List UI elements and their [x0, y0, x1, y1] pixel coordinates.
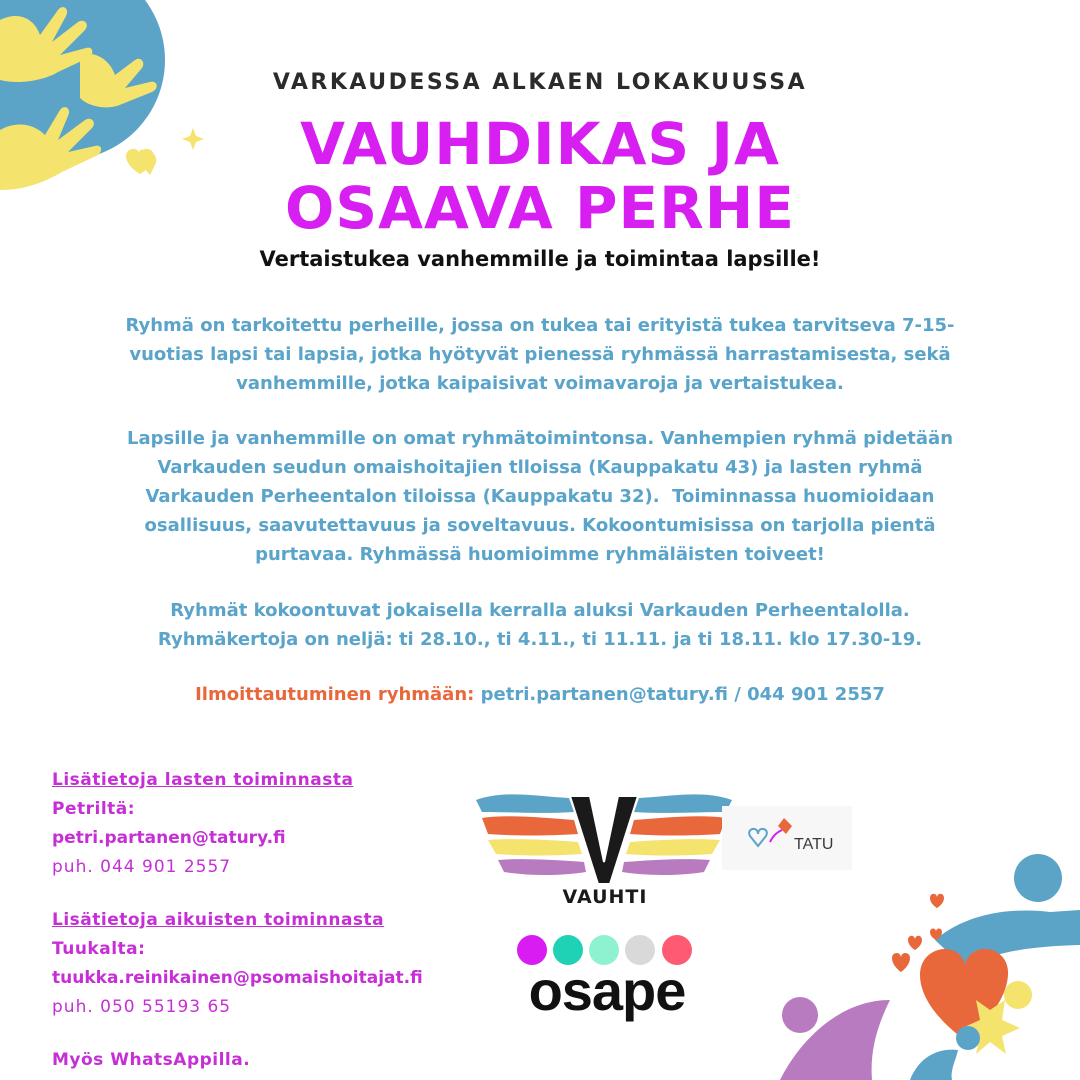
contact-phone-children[interactable]: puh. 044 901 2557: [52, 857, 232, 877]
paragraph-line: vanhemmille, jotka kaipaisivat voimavaroja ja vertaistukea.: [236, 373, 844, 394]
blue-figure-head: [1014, 854, 1062, 902]
contact-phone-adults[interactable]: puh. 050 55193 65: [52, 997, 232, 1017]
paragraph-line: Varkauden seudun omaishoitajien tlloissa (Kauppakatu 43) ja lasten ryhmä: [157, 457, 923, 478]
small-heart-icon: [930, 894, 944, 908]
contact-children: [52, 766, 512, 882]
paragraph-line: Ryhmäkertoja on neljä: ti 28.10., ti 4.11., ti 11.11. ja ti 18.11. klo 17.30-19.: [157, 629, 923, 650]
registration-line: [0, 684, 1080, 705]
subtitle: Vertaistukea vanhemmille ja toimintaa lapsille!: [259, 247, 821, 271]
people-hearts-decoration: [780, 850, 1080, 1080]
whatsapp-text: Myös WhatsAppilla.: [52, 1050, 251, 1070]
yellow-figure-head: [1004, 981, 1032, 1009]
vauhti-wordmark: VAUHTI: [562, 886, 648, 908]
paragraph-schedule: [70, 596, 1010, 654]
blue-child-figure: [910, 1050, 958, 1080]
contact-email-adults[interactable]: tuukka.reinikainen@psomaishoitajat.fi: [52, 968, 423, 988]
kicker-text: VARKAUDESSA ALKAEN LOKAKUUSSA: [272, 70, 808, 95]
small-heart-icon: [892, 953, 910, 972]
contact-heading-children[interactable]: Lisätietoja lasten toiminnasta: [52, 770, 354, 790]
paragraph-group-activities: [70, 424, 1010, 569]
paragraph-line: Ryhmä on tarkoitettu perheille, jossa on tukea tai erityistä tukea tarvitseva 7-15-: [125, 315, 955, 336]
title-line-1: VAUHDIKAS JA: [300, 110, 780, 178]
page-title: [0, 112, 1080, 240]
blue-child-head: [956, 1026, 980, 1050]
title-line-2: OSAAVA PERHE: [285, 174, 795, 242]
contact-adults: [52, 906, 512, 1022]
paragraph-line: vuotias lapsi tai lapsia, jotka hyötyvät pienessä ryhmässä harrastamisesta, sekä: [129, 344, 951, 365]
tatu-wordmark: TATU: [794, 836, 834, 853]
osape-wordmark: osape: [528, 959, 686, 1022]
paragraph-line: Lapsille ja vanhemmille on omat ryhmätoimintonsa. Vanhempien ryhmä pidetään: [126, 428, 954, 449]
registration-contact[interactable]: petri.partanen@tatury.fi / 044 901 2557: [480, 684, 885, 705]
paragraph-line: Varkauden Perheentalon tiloissa (Kauppakatu 32). Toiminnassa huomioidaan: [145, 486, 935, 507]
registration-label: Ilmoittautuminen ryhmään:: [195, 684, 475, 705]
paragraph-line: Ryhmät kokoontuvat jokaisella kerralla aluksi Varkauden Perheentalolla.: [170, 600, 910, 621]
vauhti-logo: [474, 790, 734, 890]
contact-name-adults: Tuukalta:: [52, 939, 146, 959]
paragraph-line: purtavaa. Ryhmässä huomioimme ryhmäläisten toiveet!: [255, 544, 825, 565]
contact-heading-adults[interactable]: Lisätietoja aikuisten toiminnasta: [52, 910, 385, 930]
paragraph-target-group: [70, 311, 1010, 398]
contact-name-children: Petriltä:: [52, 799, 136, 819]
purple-figure-head: [782, 997, 818, 1033]
small-heart-icon: [908, 936, 922, 950]
contact-email-children[interactable]: petri.partanen@tatury.fi: [52, 828, 286, 848]
whatsapp-note: [52, 1046, 512, 1075]
paragraph-line: osallisuus, saavutettavuus ja soveltavuus. Kokoontumisissa on tarjolla pientä: [144, 515, 936, 536]
